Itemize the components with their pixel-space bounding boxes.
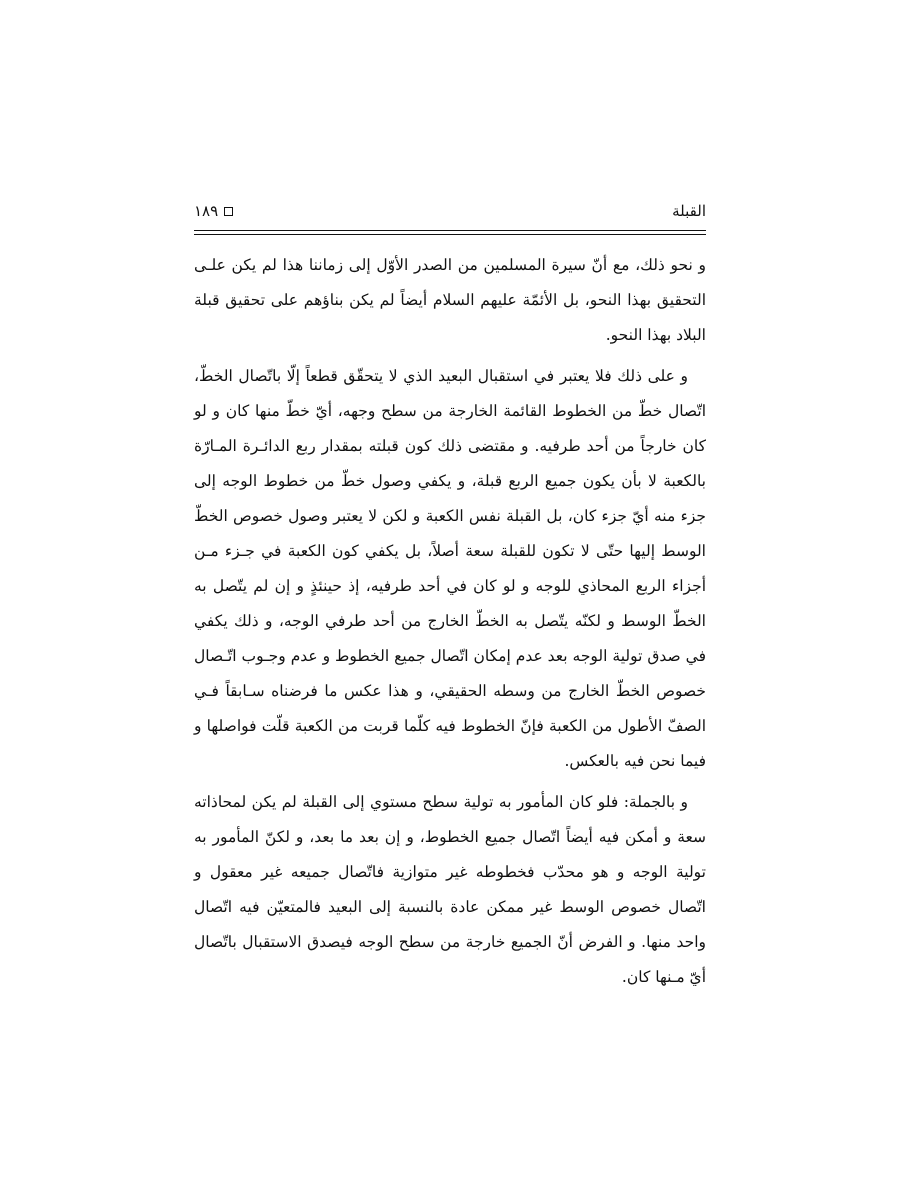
body-text xyxy=(194,248,706,1001)
page-header xyxy=(194,196,706,226)
square-bullet-icon xyxy=(224,207,233,216)
header-rule-bottom xyxy=(194,234,706,235)
paragraph-2: و على ذلك فلا يعتبر في استقبال البعيد الذي لا يتحقّق قطعاً إلّا باتّصال الخطّ، اتّصال خطّ من الخطوط القائمة الخارجة من سطح وجهه، أيّ خطّ منها كان و لو كان خارجاً من أحد طرفيه. و مقتضى ذلك كون قبلته بمقدار ربع الدائـرة المـارّة بالكعبة لا بأن يكون جميع الربع قبلة، و يكفي وصول خطّ من خطوط الوجه إلى جزء منه أيّ جزء كان، بل القبلة نفس الكعبة و لكن لا يعتبر وصول خصوص الخطّ الوسط إليها حتّى لا تكون للقبلة سعة أصلاً، بل يكفي كون الكعبة في جـزء مـن أجزاء الربع المحاذي للوجه و لو كان في أحد طرفيه، إذ حينئذٍ و إن لم يتّصل به الخطّ الوسط و لكنّه يتّصل به الخطّ الخارج من أحد طرفي الوجه، و ذلك يكفي في صدق تولية الوجه بعد عدم إمكان اتّصال جميع الخطوط و عدم وجـوب اتّـصال خصوص الخطّ الخارج من وسطه الحقيقي، و هذا عكس ما فرضناه سـابقاً فـي الصفّ الأطول من الكعبة فإنّ الخطوط فيه كلّما قربت من الكعبة قلّت فواصلها و فيما نحن فيه بالعكس. xyxy=(194,367,706,770)
header-rule-top xyxy=(194,230,706,231)
paragraph-1: و نحو ذلك، مع أنّ سيرة المسلمين من الصدر الأوّل إلى زماننا هذا لم يكن علـى التحقيق بهذا النحو، بل الأئمّة عليهم السلام أيضاً لم يكن بناؤهم على تحقيق قبلة البلاد بهذا النحو. xyxy=(194,256,706,344)
page-number: ١٨٩ xyxy=(194,202,219,220)
paragraph-3: و بالجملة: فلو كان المأمور به تولية سطح مستوي إلى القبلة لم يكن لمحاذاته سعة و أمكن فيه أيضاً اتّصال جميع الخطوط، و إن بعد ما بعد، و لكنّ المأمور به تولية الوجه و هو محدّب فخطوطه غير متوازية فاتّصال جميعه غير معقول و اتّصال خصوص الوسط غير ممكن عادة بالنسبة إلى البعيد فالمتعيّن فيه اتّصال واحد منها. و الفرض أنّ الجميع خارجة من سطح الوجه فيصدق الاستقبال باتّصال أيّ مـنها كان. xyxy=(194,793,706,986)
page-number-group xyxy=(194,202,233,220)
running-title: القبلة xyxy=(672,202,706,220)
